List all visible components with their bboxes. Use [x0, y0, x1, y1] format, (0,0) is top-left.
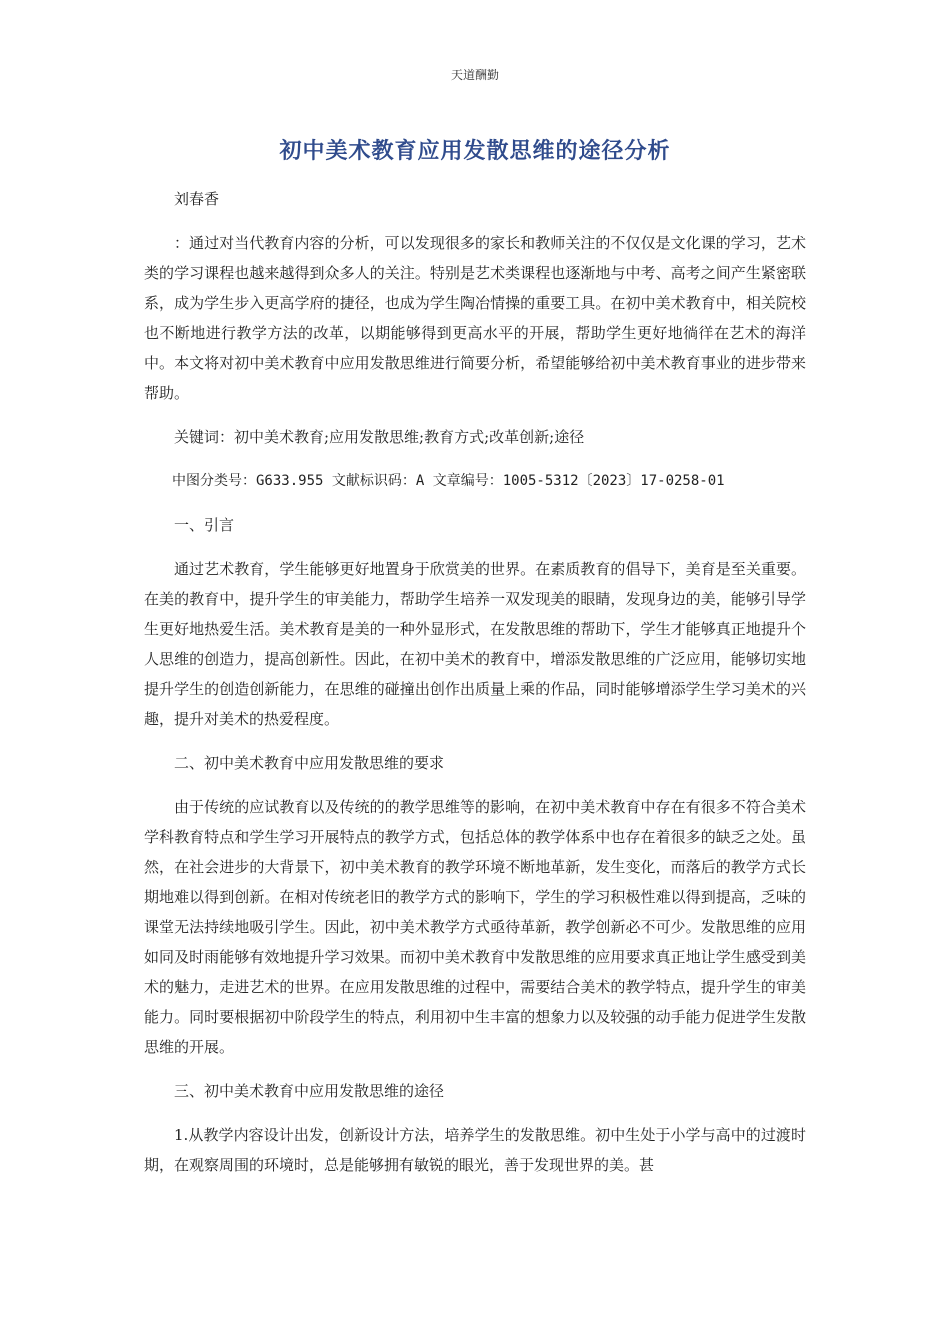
- section-heading-approaches: 三、初中美术教育中应用发散思维的途径: [174, 1082, 445, 1100]
- section-heading-intro: 一、引言: [174, 516, 235, 534]
- page-header: 天道酬勤: [450, 68, 499, 82]
- author-name: 刘春香: [174, 190, 220, 208]
- article-title: 初中美术教育应用发散思维的途径分析: [279, 138, 671, 164]
- article-body: [144, 184, 806, 1194]
- abstract-paragraph: ：通过对当代教育内容的分析，可以发现很多的家长和教师关注的不仅仅是文化课的学习，艺术类的学习课程也越来越得到众多人的关注。特别是艺术类课程也逐渐地与中考、高考之间产生紧密联系，成为学生步入更高学府的捷径，也成为学生陶冶情操的重要工具。在初中美术教育中，相关院校也不断地进行教学方法的改革，以期能够得到更高水平的开展，帮助学生更好地徜徉在艺术的海洋中。本文将对初中美术教育中应用发散思维进行简要分析，希望能够给初中美术教育事业的进步带来帮助。: [144, 234, 806, 402]
- keywords-line: 关键词：初中美术教育;应用发散思维;教育方式;改革创新;途径: [174, 428, 585, 446]
- section-paragraph-requirements: 由于传统的应试教育以及传统的的教学思维等的影响，在初中美术教育中存在有很多不符合美术学科教育特点和学生学习开展特点的教学方式，包括总体的教学体系中也存在着很多的缺乏之处。虽然，在社会进步的大背景下，初中美术教育的教学环境不断地革新，发生变化，而落后的教学方式长期地难以得到创新。在相对传统老旧的教学方式的影响下，学生的学习积极性难以得到提高，乏味的课堂无法持续地吸引学生。因此，初中美术教学方式亟待革新，教学创新必不可少。发散思维的应用如同及时雨能够有效地提升学习效果。而初中美术教育中发散思维的应用要求真正地让学生感受到美术的魅力，走进艺术的世界。在应用发散思维的过程中，需要结合美术的教学特点，提升学生的审美能力。同时要根据初中阶段学生的特点，利用初中生丰富的想象力以及较强的动手能力促进学生发散思维的开展。: [144, 798, 806, 1056]
- section-heading-requirements: 二、初中美术教育中应用发散思维的要求: [174, 754, 445, 772]
- classification-line: 中图分类号：G633.955 文献标识码：A 文章编号：1005-5312〔2023〕17-0258-01: [172, 473, 725, 489]
- section-paragraph-intro: 通过艺术教育，学生能够更好地置身于欣赏美的世界。在素质教育的倡导下，美育是至关重要。在美的教育中，提升学生的审美能力，帮助学生培养一双发现美的眼睛，发现身边的美，能够引导学生更好地热爱生活。美术教育是美的一种外显形式，在发散思维的帮助下，学生才能够真正地提升个人思维的创造力，提高创新性。因此，在初中美术的教育中，增添发散思维的广泛应用，能够切实地提升学生的创造创新能力，在思维的碰撞出创作出质量上乘的作品，同时能够增添学生学习美术的兴趣，提升对美术的热爱程度。: [144, 560, 806, 728]
- section-paragraph-approaches: 1.从教学内容设计出发，创新设计方法，培养学生的发散思维。初中生处于小学与高中的过渡时期，在观察周围的环境时，总是能够拥有敏锐的眼光，善于发现世界的美。甚: [144, 1126, 806, 1174]
